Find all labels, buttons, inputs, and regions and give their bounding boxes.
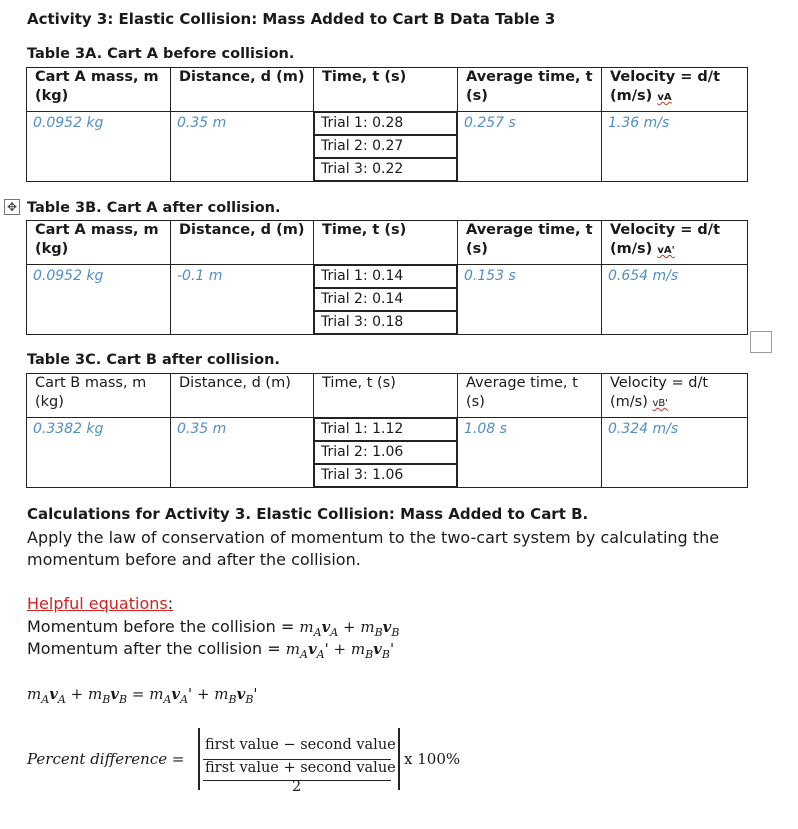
cell-trials [314,112,458,182]
trial-row[interactable]: Trial 3: 0.18 [314,311,457,334]
header-distance: Distance, d (m) [171,68,314,112]
cell-velocity[interactable]: 1.36 m/s [602,112,748,182]
header-time: Time, t (s) [314,374,458,418]
table-3c [26,373,748,488]
trial-row[interactable]: Trial 1: 0.14 [314,265,457,288]
cell-average-time[interactable]: 0.257 s [458,112,602,182]
trial-row[interactable]: Trial 3: 0.22 [314,158,457,181]
header-distance: Distance, d (m) [171,374,314,418]
trial-row[interactable]: Trial 3: 1.06 [314,464,457,487]
header-mass: Cart A mass, m (kg) [27,68,171,112]
cell-average-time[interactable]: 1.08 s [458,418,602,488]
fraction-divisor: 2 [292,779,302,795]
momentum-after-equation: Momentum after the collision = $m_Av_A' + m_Bv_B'$ [27,639,395,661]
percent-multiplier: x 100% [404,750,461,768]
cell-distance[interactable]: 0.35 m [171,418,314,488]
momentum-before-equation: Momentum before the collision = $m_Av_A + m_Bv_B$ [27,617,400,639]
header-average-time: Average time, t (s) [458,221,602,265]
helpful-equations-link[interactable]: Helpful equations: [27,594,174,613]
trial-row[interactable]: Trial 2: 0.14 [314,288,457,311]
table-3c-caption: Table 3C. Cart B after collision. [27,352,280,368]
cell-mass[interactable]: 0.0952 kg [27,112,171,182]
header-distance: Distance, d (m) [171,221,314,265]
cell-velocity[interactable]: 0.654 m/s [602,265,748,335]
cell-distance[interactable]: 0.35 m [171,112,314,182]
header-velocity: Velocity = d/t (m/s) vB' [602,374,748,418]
velocity-symbol: vA [657,92,672,103]
instructions-paragraph: Apply the law of conservation of momentum to the two-cart system by calculating the momentum before and after the collision. [27,528,720,569]
table-3a [26,67,748,182]
table-3a-caption: Table 3A. Cart A before collision. [27,46,295,62]
trial-row[interactable]: Trial 1: 1.12 [314,418,457,441]
cell-velocity[interactable]: 0.324 m/s [602,418,748,488]
cell-distance[interactable]: -0.1 m [171,265,314,335]
header-mass: Cart B mass, m (kg) [27,374,171,418]
trial-row[interactable]: Trial 1: 0.28 [314,112,457,135]
calculations-title: Calculations for Activity 3. Elastic Collision: Mass Added to Cart B. [27,505,589,523]
cell-mass[interactable]: 0.3382 kg [27,418,171,488]
conservation-equation: $m_Av_A + m_Bv_B = m_Av_A' + m_Bv_B'$ [27,685,258,706]
header-velocity: Velocity = d/t (m/s) vA' [602,221,748,265]
cell-average-time[interactable]: 0.153 s [458,265,602,335]
header-average-time: Average time, t (s) [458,374,602,418]
header-time: Time, t (s) [314,68,458,112]
fraction-denominator: first value + second value [205,760,396,776]
cell-mass[interactable]: 0.0952 kg [27,265,171,335]
table-move-handle-icon[interactable]: ✥ [4,199,20,215]
table-resize-handle[interactable] [750,331,772,353]
header-average-time: Average time, t (s) [458,68,602,112]
percent-difference-label: Percent difference = [27,750,185,768]
velocity-symbol: vA' [657,245,675,256]
header-velocity: Velocity = d/t (m/s) vA [602,68,748,112]
cell-trials [314,418,458,488]
table-3b-caption: Table 3B. Cart A after collision. [27,200,281,216]
velocity-symbol: vB' [652,398,669,409]
table-3b [26,220,748,335]
page-title: Activity 3: Elastic Collision: Mass Added to Cart B Data Table 3 [27,10,556,28]
trial-row[interactable]: Trial 2: 1.06 [314,441,457,464]
trial-row[interactable]: Trial 2: 0.27 [314,135,457,158]
cell-trials [314,265,458,335]
header-time: Time, t (s) [314,221,458,265]
fraction-numerator: first value − second value [205,737,396,753]
header-mass: Cart A mass, m (kg) [27,221,171,265]
